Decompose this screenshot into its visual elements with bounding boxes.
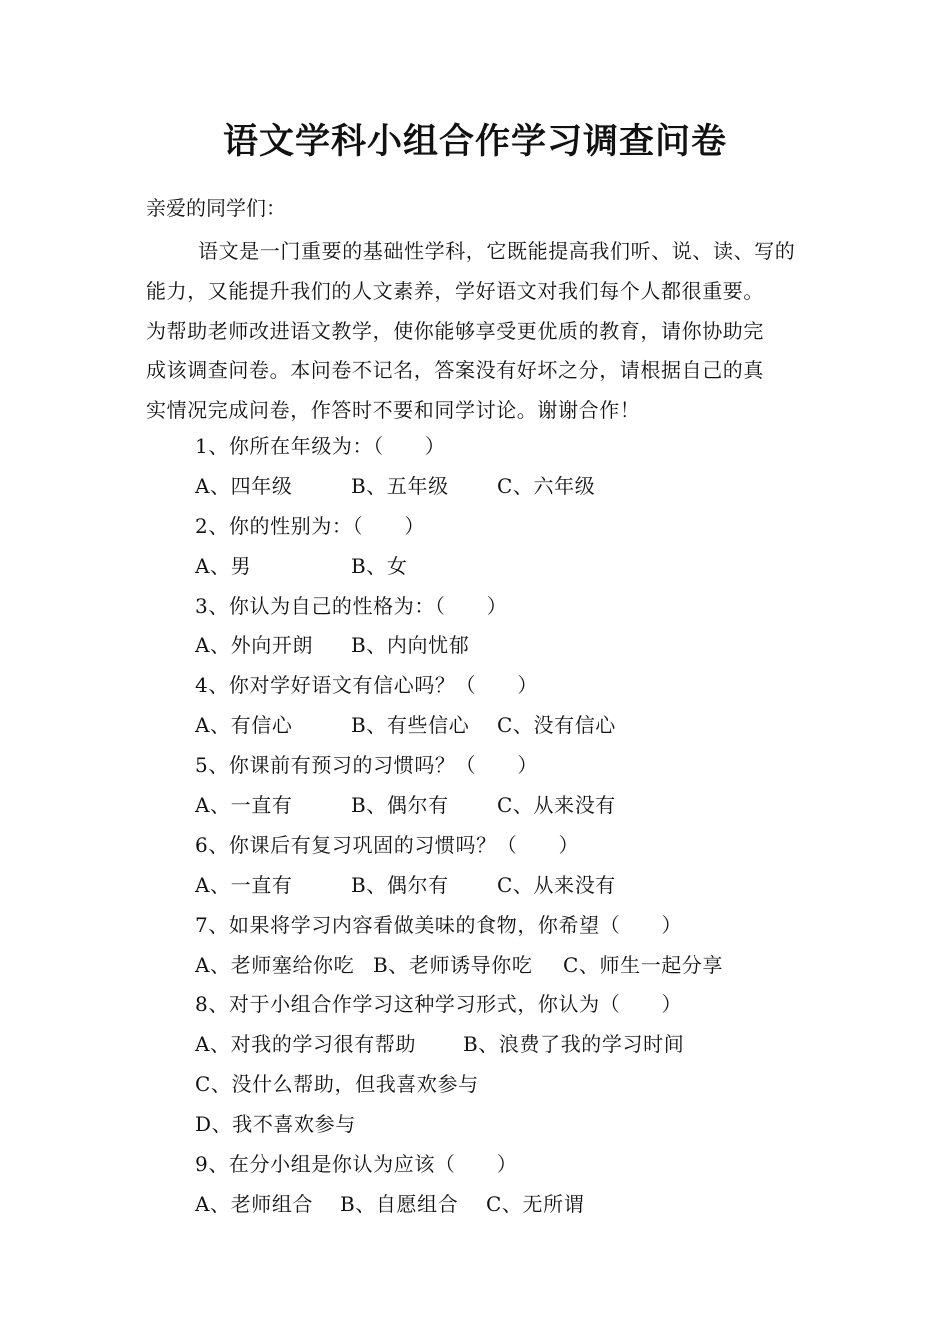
intro-line: 能力，又能提升我们的人文素养，学好语文对我们每个人都很重要。 — [146, 278, 764, 303]
option-c[interactable]: C、从来没有 — [497, 793, 616, 818]
option-c[interactable]: C、没有信心 — [497, 713, 616, 738]
question-9-options — [195, 1185, 835, 1225]
question-8-options — [195, 1025, 835, 1065]
option-a[interactable]: A、男 — [195, 553, 252, 578]
option-b[interactable]: B、有些信心 — [351, 713, 470, 738]
question-2: 2、你的性别为：（ ） — [195, 513, 425, 538]
question-4: 4、你对学好语文有信心吗？（ ） — [195, 673, 538, 698]
question-1-options — [195, 467, 835, 507]
salutation: 亲爱的同学们： — [146, 196, 286, 220]
question-2-options — [195, 547, 835, 587]
option-b[interactable]: B、自愿组合 — [340, 1191, 459, 1216]
question-4-options — [195, 706, 835, 746]
option-c[interactable]: C、从来没有 — [497, 872, 616, 897]
option-c[interactable]: C、六年级 — [497, 473, 596, 498]
option-a[interactable]: A、对我的学习很有帮助 — [195, 1032, 417, 1057]
option-a[interactable]: A、老师组合 — [195, 1191, 314, 1216]
option-a[interactable]: A、一直有 — [195, 872, 293, 897]
option-b[interactable]: B、浪费了我的学习时间 — [463, 1032, 685, 1057]
intro-paragraph — [146, 232, 810, 431]
option-b[interactable]: B、女 — [351, 553, 408, 578]
question-6-options — [195, 866, 835, 906]
question-9: 9、在分小组是你认为应该（ ） — [195, 1152, 518, 1177]
option-a[interactable]: A、四年级 — [195, 473, 293, 498]
question-7-options — [195, 946, 835, 986]
option-b[interactable]: B、偶尔有 — [351, 872, 449, 897]
option-b[interactable]: B、偶尔有 — [351, 793, 449, 818]
question-3: 3、你认为自己的性格为：（ ） — [195, 593, 508, 618]
option-b[interactable]: B、老师诱导你吃 — [373, 952, 533, 977]
question-6: 6、你课后有复习巩固的习惯吗？（ ） — [195, 832, 580, 857]
intro-line: 语文是一门重要的基础性学科，它既能提高我们听、说、读、写的 — [198, 239, 796, 263]
question-7: 7、如果将学习内容看做美味的食物，你希望（ ） — [195, 912, 683, 937]
question-1: 1、你所在年级为：（ ） — [195, 434, 446, 458]
option-a[interactable]: A、有信心 — [195, 713, 293, 738]
option-a[interactable]: A、外向开朗 — [195, 633, 314, 658]
option-c[interactable]: C、无所谓 — [486, 1191, 585, 1216]
option-c[interactable]: C、没什么帮助，但我喜欢参与 — [195, 1072, 479, 1097]
document-title: 语文学科小组合作学习调查问卷 — [222, 121, 727, 162]
option-c[interactable]: C、师生一起分享 — [563, 952, 724, 977]
question-3-options — [195, 626, 835, 666]
question-8: 8、对于小组合作学习这种学习形式，你认为（ ） — [195, 992, 683, 1017]
intro-line: 成该调查问卷。本问卷不记名，答案没有好坏之分，请根据自己的真 — [146, 358, 764, 383]
intro-line: 实情况完成问卷，作答时不要和同学讨论。谢谢合作！ — [146, 398, 641, 423]
question-list — [195, 427, 835, 1225]
option-a[interactable]: A、一直有 — [195, 793, 293, 818]
question-5-options — [195, 786, 835, 826]
option-b[interactable]: B、内向忧郁 — [351, 633, 470, 658]
intro-line: 为帮助老师改进语文教学，使你能够享受更优质的教育，请你协助完 — [146, 318, 764, 343]
option-b[interactable]: B、五年级 — [351, 473, 449, 498]
option-a[interactable]: A、老师塞给你吃 — [195, 952, 355, 977]
question-5: 5、你课前有预习的习惯吗？（ ） — [195, 753, 538, 778]
option-d[interactable]: D、我不喜欢参与 — [195, 1112, 356, 1137]
